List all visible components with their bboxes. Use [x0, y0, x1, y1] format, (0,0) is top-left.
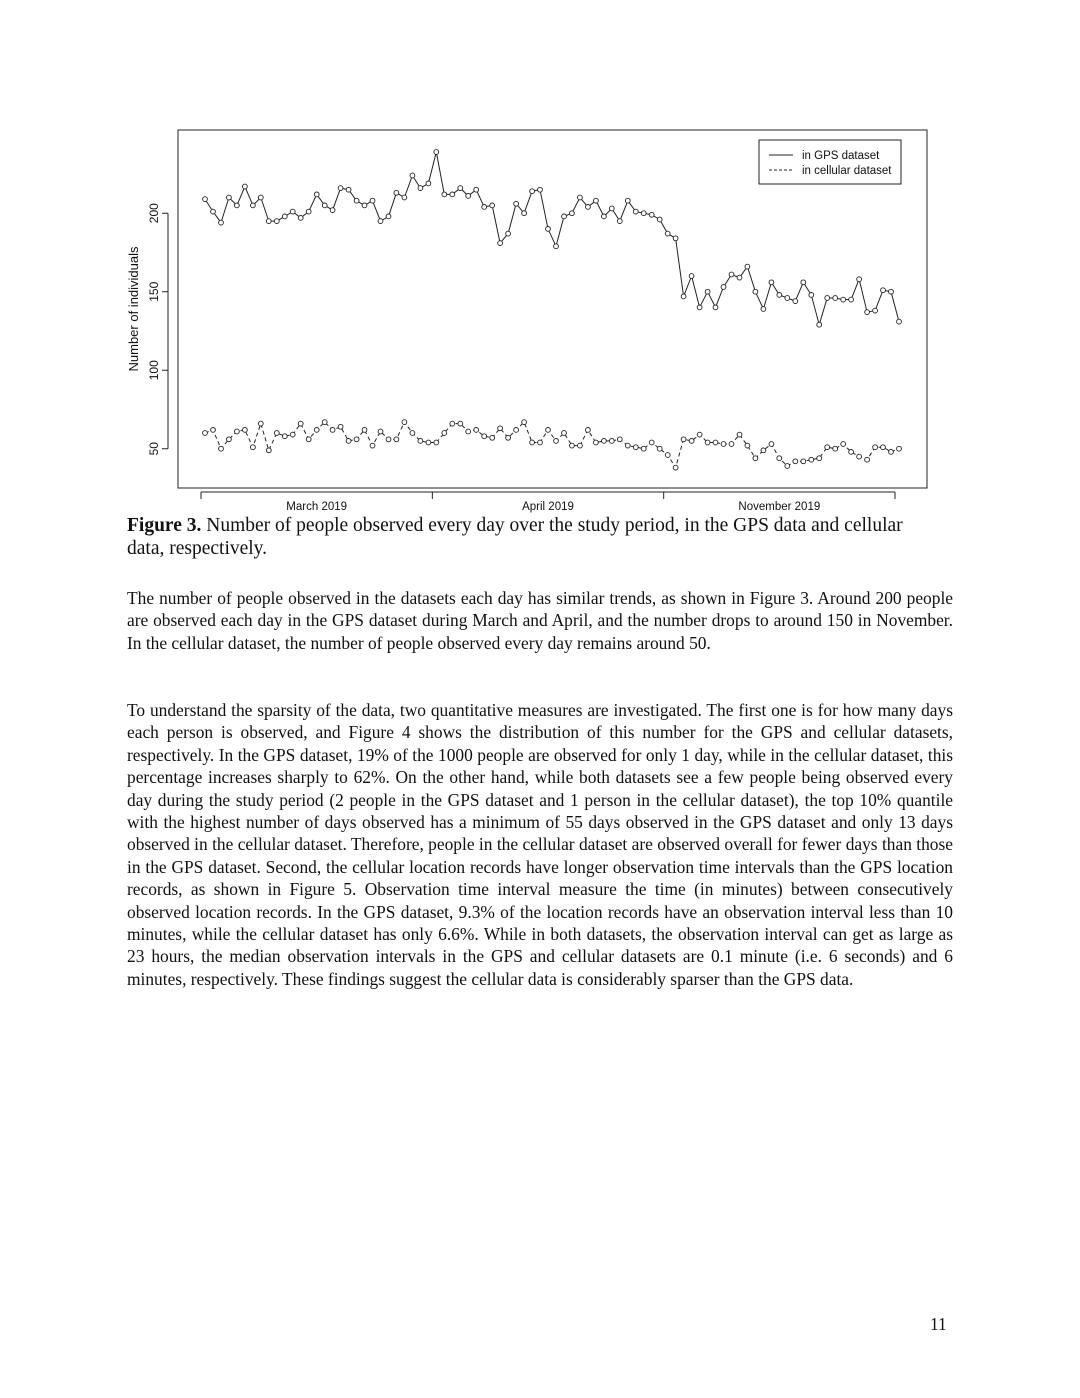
cellular-data-point: [673, 465, 678, 470]
gps-data-point: [282, 214, 287, 219]
legend-entry-gps: in GPS dataset: [802, 150, 880, 162]
cellular-data-point: [378, 429, 383, 434]
cellular-data-point: [633, 445, 638, 450]
gps-data-point: [378, 219, 383, 224]
gps-data-point: [346, 187, 351, 192]
cellular-data-point: [625, 443, 630, 448]
gps-data-point: [474, 187, 479, 192]
series-layer: [203, 150, 902, 470]
gps-data-point: [298, 216, 303, 221]
cellular-data-point: [833, 446, 838, 451]
gps-data-point: [490, 203, 495, 208]
cellular-data-point: [482, 434, 487, 439]
cellular-data-point: [251, 445, 256, 450]
gps-data-point: [570, 211, 575, 216]
gps-data-point: [442, 192, 447, 197]
cellular-data-point: [211, 428, 216, 433]
cellular-data-point: [538, 440, 543, 445]
y-tick-label: 50: [147, 442, 161, 456]
gps-data-point: [546, 227, 551, 232]
cellular-data-point: [370, 443, 375, 448]
y-tick-label: 100: [147, 360, 161, 381]
x-axis: [201, 492, 895, 513]
gps-data-point: [466, 194, 471, 199]
cellular-data-point: [897, 446, 902, 451]
gps-data-point: [793, 299, 798, 304]
figure-label: Figure 3.: [127, 515, 202, 536]
gps-data-point: [889, 289, 894, 294]
cellular-data-point: [817, 456, 822, 461]
gps-data-point: [458, 186, 463, 191]
gps-data-point: [562, 214, 567, 219]
gps-data-point: [594, 198, 599, 203]
cellular-data-point: [841, 442, 846, 447]
y-axis-label: Number of individuals: [126, 246, 141, 372]
gps-data-point: [203, 197, 208, 202]
cellular-data-point: [426, 440, 431, 445]
legend-box: [759, 140, 901, 184]
chart-svg: [118, 122, 938, 522]
legend-entry-cellular: in cellular dataset: [802, 165, 892, 177]
gps-data-point: [641, 211, 646, 216]
gps-data-point: [897, 319, 902, 324]
y-axis: [147, 203, 168, 456]
gps-data-point: [753, 289, 758, 294]
cellular-data-point: [338, 424, 343, 429]
gps-data-point: [729, 272, 734, 277]
cellular-data-point: [641, 446, 646, 451]
cellular-data-point: [570, 443, 575, 448]
cellular-data-point: [346, 439, 351, 444]
cellular-data-point: [498, 426, 503, 431]
gps-data-point: [322, 203, 327, 208]
y-tick-label: 150: [147, 281, 161, 302]
cellular-data-point: [554, 439, 559, 444]
cellular-data-point: [594, 440, 599, 445]
x-group-label: November 2019: [738, 501, 821, 513]
gps-data-point: [665, 231, 670, 236]
gps-data-point: [506, 231, 511, 236]
gps-data-point: [617, 219, 622, 224]
cellular-data-point: [881, 445, 886, 450]
gps-data-point: [633, 209, 638, 214]
cellular-data-point: [458, 421, 463, 426]
gps-data-point: [817, 322, 822, 327]
gps-data-point: [657, 217, 662, 222]
gps-data-point: [825, 296, 830, 301]
paragraph-1: The number of people observed in the datasets each day has similar trends, as shown in Figure 3. Around 200 people are observed each day in the GPS dataset during March and April, and the number drops to around 150 in November. In the cellular dataset, the number of people observed every day remains around 50.: [127, 588, 953, 653]
gps-data-point: [873, 308, 878, 313]
gps-data-point: [865, 310, 870, 315]
gps-data-point: [625, 198, 630, 203]
gps-data-point: [330, 208, 335, 213]
gps-data-point: [609, 206, 614, 211]
cellular-data-point: [801, 459, 806, 464]
cellular-data-point: [274, 431, 279, 436]
cellular-data-point: [306, 437, 311, 442]
gps-data-point: [761, 307, 766, 312]
cellular-data-point: [298, 421, 303, 426]
figure-3-chart: [118, 122, 938, 522]
cellular-data-point: [562, 431, 567, 436]
gps-data-point: [602, 214, 607, 219]
cellular-data-point: [857, 454, 862, 459]
cellular-data-point: [681, 437, 686, 442]
gps-data-point: [410, 173, 415, 178]
cellular-data-point: [410, 431, 415, 436]
cellular-data-point: [617, 437, 622, 442]
cellular-data-point: [689, 439, 694, 444]
x-group-label: March 2019: [286, 501, 348, 513]
cellular-data-point: [322, 420, 327, 425]
gps-data-point: [530, 189, 535, 194]
gps-data-point: [314, 192, 319, 197]
cellular-data-point: [386, 437, 391, 442]
gps-data-point: [274, 219, 279, 224]
cellular-data-point: [697, 432, 702, 437]
gps-data-point: [881, 288, 886, 293]
gps-data-point: [554, 244, 559, 249]
gps-data-point: [306, 209, 311, 214]
gps-data-point: [290, 209, 295, 214]
cellular-data-point: [649, 440, 654, 445]
cellular-data-point: [402, 420, 407, 425]
gps-data-point: [673, 236, 678, 241]
page-number: 11: [930, 1314, 947, 1334]
cellular-data-point: [506, 435, 511, 440]
cellular-data-point: [657, 446, 662, 451]
gps-data-point: [705, 289, 710, 294]
gps-data-point: [394, 190, 399, 195]
x-group-label: April 2019: [522, 501, 574, 513]
cellular-data-point: [873, 445, 878, 450]
cellular-data-point: [546, 428, 551, 433]
gps-data-point: [370, 198, 375, 203]
cellular-data-point: [227, 437, 232, 442]
y-tick-label: 200: [147, 203, 161, 224]
gps-data-point: [219, 220, 224, 225]
cellular-data-point: [777, 456, 782, 461]
gps-data-point: [745, 264, 750, 269]
gps-data-point: [362, 203, 367, 208]
cellular-data-point: [203, 431, 208, 436]
gps-data-point: [649, 212, 654, 217]
gps-data-point: [689, 274, 694, 279]
gps-data-point: [681, 294, 686, 299]
cellular-data-point: [721, 442, 726, 447]
gps-data-point: [434, 150, 439, 155]
gps-data-point: [402, 195, 407, 200]
gps-data-point: [266, 219, 271, 224]
gps-data-point: [809, 293, 814, 298]
cellular-data-point: [769, 442, 774, 447]
cellular-data-point: [330, 428, 335, 433]
gps-data-point: [697, 305, 702, 310]
cellular-data-point: [713, 440, 718, 445]
gps-data-point: [354, 198, 359, 203]
gps-data-point: [514, 201, 519, 206]
cellular-data-point: [865, 457, 870, 462]
cellular-data-point: [354, 437, 359, 442]
cellular-data-point: [578, 443, 583, 448]
gps-data-point: [251, 203, 256, 208]
cellular-data-point: [434, 440, 439, 445]
cellular-data-point: [290, 432, 295, 437]
cellular-data-point: [793, 459, 798, 464]
cellular-data-point: [729, 442, 734, 447]
gps-data-point: [235, 203, 240, 208]
gps-data-point: [833, 296, 838, 301]
gps-data-point: [586, 205, 591, 210]
cellular-data-point: [258, 421, 263, 426]
gps-data-point: [522, 211, 527, 216]
legend: [759, 140, 901, 184]
gps-data-point: [258, 195, 263, 200]
cellular-data-point: [665, 453, 670, 458]
cellular-data-point: [609, 439, 614, 444]
gps-data-point: [785, 296, 790, 301]
gps-data-point: [227, 195, 232, 200]
cellular-data-point: [737, 432, 742, 437]
cellular-data-point: [809, 457, 814, 462]
cellular-data-point: [514, 428, 519, 433]
gps-data-point: [841, 297, 846, 302]
gps-data-point: [769, 280, 774, 285]
gps-data-point: [721, 285, 726, 290]
cellular-data-point: [761, 448, 766, 453]
cellular-data-point: [522, 420, 527, 425]
cellular-data-point: [490, 435, 495, 440]
gps-data-point: [737, 275, 742, 280]
figure-caption: [127, 514, 927, 560]
cellular-data-point: [442, 431, 447, 436]
cellular-data-point: [785, 464, 790, 469]
cellular-data-point: [530, 440, 535, 445]
gps-data-point: [857, 277, 862, 282]
cellular-data-point: [849, 450, 854, 455]
gps-data-point: [211, 209, 216, 214]
cellular-data-point: [282, 434, 287, 439]
gps-data-point: [426, 181, 431, 186]
gps-data-point: [801, 280, 806, 285]
cellular-data-point: [889, 450, 894, 455]
cellular-data-point: [235, 429, 240, 434]
cellular-data-point: [266, 448, 271, 453]
gps-data-point: [450, 192, 455, 197]
gps-data-point: [713, 305, 718, 310]
cellular-data-point: [745, 443, 750, 448]
gps-data-point: [777, 293, 782, 298]
cellular-data-point: [825, 445, 830, 450]
figure-caption-text: Number of people observed every day over the study period, in the GPS data and cellular data, respectively.: [127, 515, 903, 559]
cellular-data-point: [753, 456, 758, 461]
gps-data-point: [849, 297, 854, 302]
cellular-data-point: [450, 421, 455, 426]
gps-data-point: [243, 184, 248, 189]
cellular-data-point: [219, 446, 224, 451]
cellular-data-point: [243, 428, 248, 433]
cellular-data-point: [602, 439, 607, 444]
gps-data-point: [482, 205, 487, 210]
cellular-data-point: [418, 439, 423, 444]
cellular-data-point: [362, 428, 367, 433]
cellular-data-point: [705, 440, 710, 445]
gps-data-point: [338, 186, 343, 191]
gps-data-point: [498, 241, 503, 246]
cellular-data-point: [466, 429, 471, 434]
cellular-data-point: [314, 428, 319, 433]
gps-data-point: [418, 186, 423, 191]
cellular-data-point: [474, 428, 479, 433]
gps-data-point: [538, 187, 543, 192]
gps-data-point: [578, 195, 583, 200]
gps-data-point: [386, 214, 391, 219]
cellular-data-point: [394, 437, 399, 442]
paragraph-2: To understand the sparsity of the data, two quantitative measures are investigated. The first one is for how many days each person is observed, and Figure 4 shows the distribution of this number for the GPS and cellular datasets, respectively. In the GPS dataset, 19% of the 1000 people are observed for only 1 day, while in the cellular dataset, this percentage increases sharply to 62%. On the other hand, while both datasets see a few people being observed every day during the study period (2 people in the GPS dataset and 1 person in the cellular dataset), the top 10% quantile with the highest number of days observed has a minimum of 55 days observed in the GPS dataset and only 13 days observed in the cellular dataset. Therefore, people in the cellular dataset are observed overall for fewer days than those in the GPS dataset. Second, the cellular location records have longer observation time intervals than the GPS location records, as shown in Figure 5. Observation time interval measure the time (in minutes) between consecutively observed location records. In the GPS dataset, 9.3% of the location records have an observation interval less than 10 minutes, while the cellular dataset has only 6.6%. While in both datasets, the observation interval can get as large as 23 hours, the median observation intervals in the GPS and cellular datasets are 0.1 minute (i.e. 6 seconds) and 6 minutes, respectively. These findings suggest the cellular data is considerably sparser than the GPS data.: [127, 700, 953, 989]
cellular-data-point: [586, 428, 591, 433]
